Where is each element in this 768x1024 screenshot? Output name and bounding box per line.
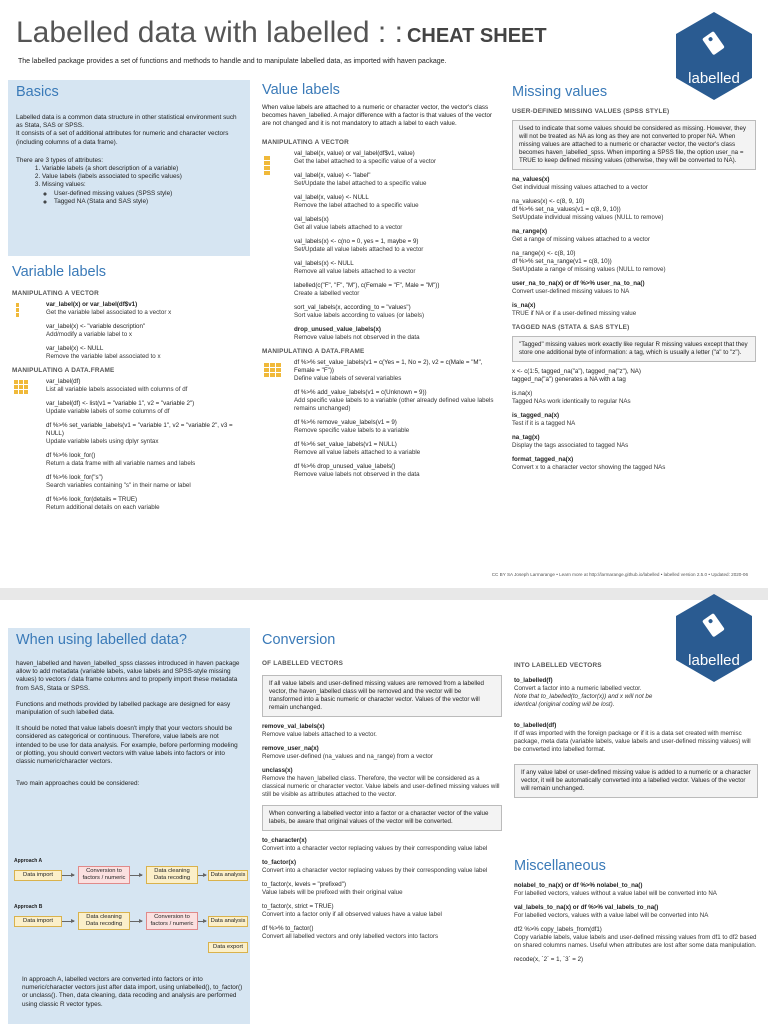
function-desc: Get individual missing values attached to a vector [512,184,648,191]
function-name: to_character(x) [262,837,307,844]
function-name: is.na(x) [512,390,533,397]
function-name: is_tagged_na(x) [512,412,560,419]
function-desc: Update variable labels of some columns of df [46,408,170,415]
function-name: unclass(x) [262,767,293,774]
function-name: drop_unused_value_labels(x) [294,326,381,334]
function-desc: Sort value labels according to values (or labels) [294,312,425,320]
function-name: val_labels(x) <- NULL [294,260,354,268]
function-name: val_label(x, value) <- NULL [294,194,369,202]
vector-icon [264,156,270,176]
subheading: INTO LABELLED VECTORS [514,662,602,669]
function-name: df %>% look_for(details = TRUE) [46,496,138,503]
function-desc: Convert into a character vector replacing values by their corresponding value label [262,845,488,852]
function-name: sort_val_labels(x, according_to = "values") [294,304,411,312]
function-desc: TRUE if NA or if a user-defined missing value [512,310,637,317]
function-desc: Update variable labels using dplyr syntax [46,438,159,445]
basics-panel [8,80,250,256]
function-desc: Convert a factor into a numeric labelled vector. [514,685,642,692]
function-name: to_factor(x) [262,859,297,866]
function-desc: Set/Update the label attached to a specific value [294,180,427,188]
function-desc: Search variables containing "s" in their name or label [46,482,191,489]
info-box: "Tagged" missing values work exactly like regular R missing values except that they store one additional byte of information: a tag, which is usually a letter ("a" to "z"). [512,336,756,362]
function-name: var_label(x) or var_label(df$v1) [46,301,138,308]
function-name: df %>% set_na_range(v1 = c(8, 10)) [512,258,612,265]
function-name: to_labelled(df) [514,722,557,729]
value-labels-title: Value labels [262,82,340,98]
function-desc: Get the label attached to a specific value of a vector [294,158,437,166]
subheading: OF LABELLED VECTORS [262,660,344,667]
approach-a-label: Approach A [14,858,43,864]
logo-label: labelled [688,70,740,87]
flow-step: Data analysis [208,870,248,881]
logo-label: labelled [688,652,740,669]
function-name: var_label(x) <- "variable description" [46,323,146,330]
function-name: is_na(x) [512,302,536,309]
using-p2: Functions and methods provided by labelled package are designed for easy manipulation of such labelled data. [16,700,231,717]
list-item: ◦ User-defined missing values (SPSS style) [54,190,242,198]
function-desc: Test if it is a tagged NA [512,420,576,427]
subheading: USER-DEFINED MISSING VALUES (SPSS STYLE) [512,108,670,115]
attribute-types-list [16,165,242,206]
function-name: df %>% look_for() [46,452,96,459]
conversion-title: Conversion [262,632,336,648]
basics-p3: There are 3 types of attributes: [16,156,104,164]
function-desc: For labelled vectors, values without a value label will be converted into NA [514,890,717,897]
function-desc: Remove value labels not observed in the data [294,471,420,479]
missing-values-title: Missing values [512,84,608,100]
basics-title: Basics [16,84,59,100]
vector-icon [16,303,19,317]
function-name: var_label(df) [46,378,81,385]
function-name: remove_user_na(x) [262,745,319,752]
flow-step: Conversion to factors / numeric [78,866,130,884]
function-name: na_range(x) [512,228,548,235]
info-box: Used to indicate that some values should be considered as missing. However, they will not be treated as NA as long as they are not converted to proper NA. When missing values are attached to a numeric or character vector, the vector's class becomes haven_labelled_spss. When importing a SPSS file, the option user_na = TRUE to keep defined missing values (otherwise, they will be converted to NA). [512,120,756,170]
function-name: to_factor(x, levels = "prefixed") [262,881,347,888]
function-name: na_tag(x) [512,434,540,441]
function-desc: Remove all value labels attached to a variable [294,449,421,457]
function-name: df %>% remove_value_labels(v1 = 9) [294,419,397,427]
list-item: 1. Variable labels (a short description of a variable) [42,165,242,173]
function-desc: Tagged NAs work identically to regular NAs [512,398,631,405]
flow-step: Data analysis [208,916,248,927]
function-name: val_labels(x) [294,216,329,224]
function-desc: Convert all labelled vectors and only labelled vectors into factors [262,933,439,940]
arrow-icon [198,875,206,876]
info-box: If any value label or user-defined missing value is added to a numeric or a character vector, it will be automatically converted into a labelled vector. Values of the vector will remain unchanged. [514,764,758,798]
using-p3: It should be noted that value labels doesn't imply that your vectors should be considered as categorical or continuous. Therefore, value labels are not intended to be use for data analysis. For example, before performing modeling or plotting, you should convert vectors with value labels into factors or into classic numeric/character vectors. [16,725,238,766]
function-desc: Remove the haven_labelled class. Therefore, the vector will be considered as a classical numeric or character vector. Value labels and user-defined missing values will still be visible as attributes attached to the vector. [262,775,500,798]
function-desc: Add/modify a variable label to x [46,331,132,338]
function-desc: Remove the variable label associated to x [46,353,161,360]
value-labels-intro: When value labels are attached to a numeric or character vector, the vector's class becomes haven_labelled. A major difference with a factor is that values of the vector are not changed and it is not mandatory to attach a label to each value. [262,104,492,127]
function-name: na_values(x) [512,176,550,183]
function-desc: Add specific value labels to a variable (other already defined value labels remains unchanged) [294,397,494,413]
approach-a-diagram [14,858,246,892]
subheading: MANIPULATING A DATA.FRAME [262,348,365,356]
info-box: When converting a labelled vector into a factor or a character vector of the value labels, be aware that original values of the vector will be converted. [262,805,502,831]
function-desc: Remove value labels attached to a vector. [262,731,377,738]
missing-values-section [512,84,756,478]
function-name: val_labels(x) <- c(no = 0, yes = 1, maybe = 9) [294,238,419,246]
list-item: 3. Missing values: ◦ User-defined missing values (SPSS style) ◦ Tagged NA (Stata and SAS style) [42,181,242,206]
function-name: tagged_na("a") generates a NA with a tag [512,376,626,383]
function-name: df2 %>% copy_labels_from(df1) [514,926,602,933]
function-name: df %>% set_value_labels(v1 = NULL) [294,441,397,449]
basics-p1: Labelled data is a common data structure in other statistical environment such as Stata, SAS or SPSS. [16,114,237,130]
function-desc: For labelled vectors, values with a value label will be converted into NA [514,912,709,919]
function-desc: Return additional details on each variable [46,504,160,511]
function-desc: Create a labelled vector [294,290,360,298]
function-desc: Define value labels of several variables [294,375,402,383]
function-desc: Display the tags associated to tagged NAs [512,442,629,449]
function-desc: Get a range of missing values attached to a vector [512,236,650,243]
function-name: labelled(c("F", "F", "M"), c(Female = "F", Male = "M")) [294,282,440,290]
flow-step: Data cleaning Data recoding [78,912,130,930]
function-desc: Convert into a character vector replacing values by their corresponding value label [262,867,488,874]
function-desc: Set/Update individual missing values (NULL to remove) [512,214,664,221]
dataframe-icon [14,380,28,394]
function-desc: Remove user-defined (na_values and na_range) from a vector [262,753,433,760]
approach-b-diagram [14,904,246,964]
function-desc: Convert user-defined missing values to NA [512,288,630,295]
flow-step: Conversion to factors / numeric [146,912,198,930]
using-p1: haven_labelled and haven_labelled_spss classes introduced in haven package allow to add metadata (variable labels, value labels and SPSS-style missing values) to vectors / data frame columns and to properly import these metadata from SAS, Stata or SPSS. [16,660,240,692]
arrow-icon [62,921,74,922]
function-name: x <- c(1:5, tagged_na("a"), tagged_na("z"), NA) [512,368,641,375]
into-labelled-more [514,722,758,798]
subheading: MANIPULATING A VECTOR [12,290,99,297]
function-name: recode(x, `2` = 1, `3` = 2) [514,956,584,963]
function-note: Note that to_labelled(to_factor(x)) and x will not be identical (original coding will be lost). [514,693,653,708]
function-name: df %>% look_for("s") [46,474,103,481]
subheading: TAGGED NAS (STATA & SAS STYLE) [512,324,630,331]
function-name: to_labelled(f) [514,677,553,684]
when-using-title: When using labelled data? [16,632,187,648]
arrow-icon [130,921,142,922]
subheading: MANIPULATING A DATA.FRAME [12,367,115,374]
flow-step: Data cleaning Data recoding [146,866,198,884]
function-name: df %>% to_factor() [262,925,314,932]
arrow-icon [130,875,142,876]
function-name: val_label(x, value) <- "label" [294,172,371,180]
function-name: val_label(x, value) or val_label(df$v1, value) [294,150,415,158]
function-desc: Get all value labels attached to a vector [294,224,403,232]
function-name: df %>% add_value_labels(v1 = c(Unknown = 9)) [294,389,427,397]
function-name: val_labels_to_na(x) or df %>% val_labels_to_na() [514,904,659,911]
info-box: If all value labels and user-defined missing values are removed from a labelled vector, the haven_labelled class will be removed and the vector will be transformed into a basic numeric or character vector. Values of the vector will remain unchanged. [262,675,502,717]
list-item: 2. Value labels (labels associated to specific values) [42,173,242,181]
basics-p2: It consists of a set of additional attributes for numeric and character vectors (including columns of a data frame). [16,130,229,146]
function-desc: Remove value labels not observed in the data [294,334,420,342]
page-divider [0,588,768,600]
list-item: ◦ Tagged NA (Stata and SAS style) [54,198,242,206]
value-labels-section [262,82,502,485]
function-desc: Convert into a factor only if all observed values have a value label [262,911,442,918]
subheading: MANIPULATING A VECTOR [262,139,349,147]
function-name: user_na_to_na(x) or df %>% user_na_to_na() [512,280,645,287]
flow-step: Data import [14,916,62,927]
miscellaneous-section [514,858,758,970]
using-p4: Two main approaches could be considered: [16,780,140,788]
using-p5: In approach A, labelled vectors are converted into factors or into numeric/character vectors just after data import, using unlabelled(), to_factor() or unclass(). Then, data cleaning, data recoding and analysis are performed using classic R vector types. [22,976,243,1008]
function-name: df %>% drop_unused_value_labels() [294,463,396,471]
into-labelled-section [514,662,674,715]
function-desc: Value labels will be prefixed with their original value [262,889,403,896]
function-name: format_tagged_na(x) [512,456,574,463]
flow-step: Data export [208,942,248,953]
dataframe-icon [264,363,282,377]
function-desc: Return a data frame with all variable names and labels [46,460,196,467]
function-name: nolabel_to_na(x) or df %>% nolabel_to_na() [514,882,643,889]
flow-step: Data import [14,870,62,881]
arrow-icon [62,875,74,876]
function-name: na_values(x) <- c(8, 9, 10) [512,198,585,205]
function-name: remove_val_labels(x) [262,723,325,730]
function-desc: Copy variable labels, value labels and user-defined missing values from df1 to df2 based on shared columns names. Useful when attributes are lost after some data manipulation. [514,934,757,949]
cheat-sheet-subtitle: CHEAT SHEET [406,25,547,47]
function-name: to_factor(x, strict = TRUE) [262,903,334,910]
function-name: df %>% set_variable_labels(v1 = "variable 1", v2 = "variable 2", v3 = NULL) [46,422,233,437]
variable-labels-title: Variable labels [12,264,107,280]
labelled-logo [676,594,752,682]
intro-text: The labelled package provides a set of functions and methods to handle and to manipulate labelled data, as imported with haven package. [18,58,447,65]
function-desc: Set/Update all value labels attached to a vector [294,246,424,254]
variable-labels-section [12,264,252,518]
function-name: var_label(x) <- NULL [46,345,104,352]
function-desc: Convert x to a character vector showing the tagged NAs [512,464,666,471]
arrow-icon [198,921,206,922]
function-name: var_label(df) <- list(v1 = "variable 1", v2 = "variable 2") [46,400,195,407]
function-name: df %>% set_na_values(v1 = c(8, 9, 10)) [512,206,621,213]
function-desc: List all variable labels associated with columns of df [46,386,188,393]
function-desc: Remove specific value labels to a variable [294,427,410,435]
function-name: na_range(x) <- c(8, 10) [512,250,576,257]
when-using-panel [8,628,250,1024]
approach-b-label: Approach B [14,904,43,910]
miscellaneous-title: Miscellaneous [514,858,606,874]
footer-credits: CC BY SA Joseph Larmarange • Learn more at http://larmarange.github.io/labelled • labelled version 2.5.0 • Updated: 2020-06 [491,572,748,577]
function-desc: Set/Update a range of missing values (NULL to remove) [512,266,666,273]
function-desc: If df was imported with the foreign package or if it is a data set created with memisc package, meta data (variable labels, value labels and user-defined missing values) will be converted into labelled format. [514,730,751,753]
function-name: df %>% set_value_labels(v1 = c(Yes = 1, No = 2), v2 = c(Male = "M", Female = "F")) [294,359,483,375]
function-desc: Get the variable label associated to a vector x [46,309,172,316]
conversion-section [262,632,502,947]
page-title: Labelled data with labelled : : CHEAT SHEET [16,16,547,49]
function-desc: Remove all value labels attached to a vector [294,268,416,276]
function-desc: Remove the label attached to a specific value [294,202,419,210]
